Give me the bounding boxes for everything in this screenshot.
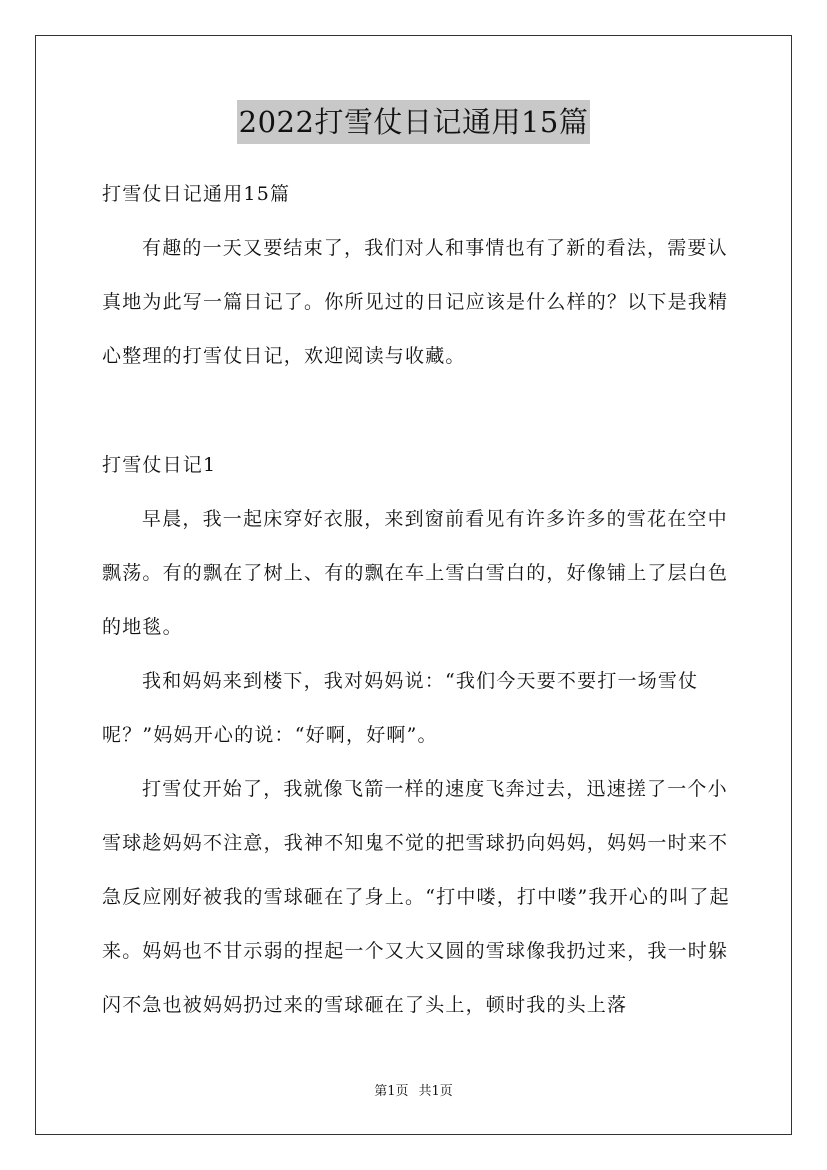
- page-footer: [0, 1082, 827, 1102]
- body-paragraph: 早晨，我一起床穿好衣服，来到窗前看见有许多许多的雪花在空中飘荡。有的飘在了树上、有的飘在车上雪白雪白的，好像铺上了层白色的地毯。: [102, 508, 729, 638]
- page-number: 第1页: [374, 1084, 409, 1099]
- document-title-container: [0, 100, 827, 144]
- document-subtitle: 打雪仗日记通用15篇: [102, 183, 291, 205]
- section-heading: 打雪仗日记1: [102, 454, 217, 476]
- body-paragraph: 打雪仗开始了，我就像飞箭一样的速度飞奔过去，迅速搓了一个小雪球趁妈妈不注意，我神不知鬼不觉的把雪球扔向妈妈，妈妈一时来不急反应刚好被我的雪球砸在了身上。“打中喽，打中喽”我开心的叫了起来。妈妈也不甘示弱的捏起一个又大又圆的雪球像我扔过来，我一时躲闪不急也被妈妈扔过来的雪球砸在了头上，顿时我的头上落: [102, 778, 730, 1016]
- page-total: 共1页: [418, 1084, 453, 1099]
- intro-paragraph: 有趣的一天又要结束了，我们对人和事情也有了新的看法，需要认真地为此写一篇日记了。你所见过的日记应该是什么样的？以下是我精心整理的打雪仗日记，欢迎阅读与收藏。: [102, 237, 729, 367]
- body-paragraph: 我和妈妈来到楼下，我对妈妈说：“我们今天要不要打一场雪仗呢？”妈妈开心的说：“好啊，好啊”。: [102, 670, 699, 746]
- document-title: 2022打雪仗日记通用15篇: [237, 100, 591, 144]
